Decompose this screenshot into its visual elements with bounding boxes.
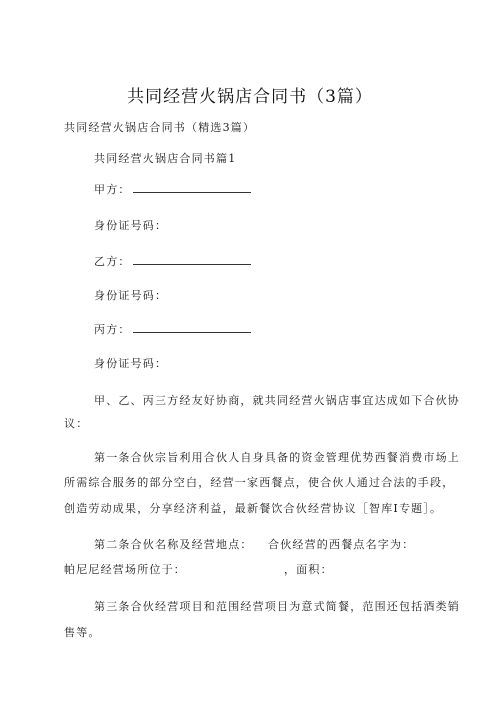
article-1-line-3: 创造劳动成果，分享经济利益，最新餐饮合伙经营协议［智库I专题］。 [64,502,443,515]
party-a-label: 甲方： [94,183,131,196]
party-a-line [94,181,251,197]
article-2-line-1b: 合伙经营的西餐点名字为： [268,538,415,551]
article-3-line-1: 第三条合伙经营项目和范围经营项目为意式简餐，范围还包括酒类销 [94,600,460,613]
document-subtitle: 共同经营火锅店合同书（精选3篇） [64,121,256,134]
article-1-line-1: 第一条合伙宗旨利用合伙人自身具备的资金管理优势西餐消费市场上 [94,451,460,464]
article-2-line-2a: 帕尼尼经营场所位于： [64,563,186,576]
party-b-label: 乙方： [94,255,131,268]
id-b-label: 身份证号码： [94,289,168,302]
section-heading: 共同经营火锅店合同书篇1 [94,152,237,165]
party-c-line [94,321,251,337]
id-a-label: 身份证号码： [94,219,168,232]
id-c-label: 身份证号码： [94,357,168,370]
party-b-line [94,253,251,269]
intro-line-1: 甲、乙、丙三方经友好协商，就共同经营火锅店事宜达成如下合伙协 [94,394,460,407]
intro-line-2: 议： [64,417,89,430]
party-c-blank [133,323,251,333]
party-c-label: 丙方： [94,323,131,336]
article-1-line-2: 所需综合服务的部分空白，经营一家西餐点，使合伙人通过合法的手段， [64,476,455,489]
article-2-line-2b: ，面积： [284,563,333,576]
article-2-line-1a: 第二条合伙名称及经营地点： [94,538,253,551]
article-3-line-2: 售等。 [64,626,101,639]
party-b-blank [133,255,251,265]
party-a-blank [133,183,251,193]
document-title: 共同经营火锅店合同书（3篇） [127,87,373,107]
